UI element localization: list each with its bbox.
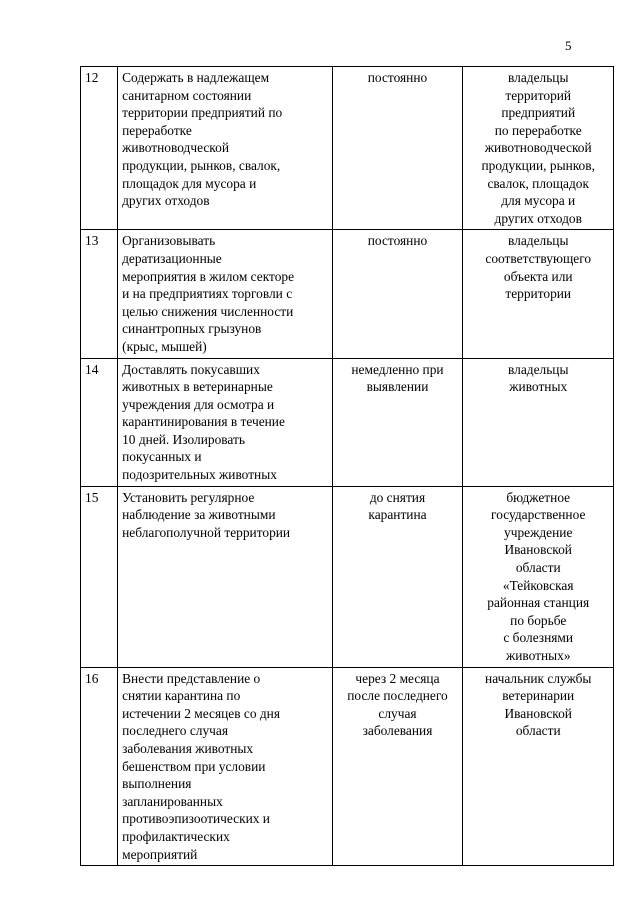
responsible-line: начальник службы	[485, 670, 592, 686]
responsible-line: районная станция	[487, 595, 590, 611]
responsible-line: владельцы	[507, 361, 569, 377]
responsible-line: области	[515, 560, 561, 576]
responsible-line: области	[515, 723, 561, 739]
responsible-line: территорий	[505, 87, 572, 103]
table-row	[81, 486, 614, 667]
task-line: выполнения	[122, 776, 192, 792]
term-line: немедленно при	[351, 361, 444, 377]
task-line: площадок для мусора и	[122, 175, 257, 191]
task-line: Доставлять покусавших	[122, 361, 260, 377]
task-line: мероприятий	[122, 846, 198, 862]
table-row	[81, 667, 614, 866]
term-line: заболевания	[362, 723, 433, 739]
task-line: противоэпизоотических и	[122, 811, 270, 827]
responsible-line: животных»	[505, 648, 571, 663]
task-cell	[118, 667, 332, 866]
responsible-line: «Тейковская	[502, 577, 574, 593]
responsible-line: владельцы	[507, 233, 569, 249]
task-line: бешенством при условии	[122, 758, 266, 774]
task-line: продукции, рынков, свалок,	[122, 157, 281, 173]
term-line: выявлении	[366, 379, 429, 395]
row-number: 13	[81, 230, 118, 358]
term-line: случая	[378, 705, 417, 721]
task-cell	[118, 67, 332, 230]
term-line: постоянно	[367, 70, 428, 85]
responsible-line: для мусора и	[501, 193, 576, 209]
task-line: и на предприятиях торговли с	[122, 286, 293, 302]
task-line: мероприятия в жилом секторе	[122, 268, 295, 284]
task-line: неблагополучной территории	[122, 524, 291, 540]
task-line: целью снижения численности	[122, 303, 294, 319]
row-number: 15	[81, 486, 118, 667]
task-line: Организовывать	[122, 233, 216, 249]
task-line: профилактических	[122, 828, 230, 844]
responsible-line: предприятий	[501, 105, 576, 121]
table-row	[81, 358, 614, 486]
task-line: покусанных и	[122, 449, 202, 465]
measures-table	[80, 66, 614, 866]
responsible-cell	[463, 358, 614, 486]
row-number: 14	[81, 358, 118, 486]
task-line: подозрительных животных	[122, 467, 277, 483]
task-line: синантропных грызунов	[122, 321, 262, 337]
term-cell	[332, 230, 463, 358]
responsible-line: продукции, рынков,	[481, 157, 595, 173]
term-cell	[332, 486, 463, 667]
term-line: постоянно	[367, 233, 428, 249]
responsible-line: территории	[505, 286, 572, 302]
task-line: животных в ветеринарные	[122, 379, 273, 395]
term-line: через 2 месяца	[355, 670, 440, 686]
task-line: дератизационные	[122, 250, 222, 266]
task-line: переработке	[122, 122, 192, 138]
task-line: (крыс, мышей)	[122, 338, 207, 354]
term-cell	[332, 667, 463, 866]
page-number: 5	[565, 38, 572, 53]
responsible-line: учреждение	[504, 524, 573, 540]
term-line: после последнего	[347, 688, 448, 704]
responsible-line: с болезнями	[503, 630, 574, 646]
term-cell	[332, 358, 463, 486]
table-row	[81, 67, 614, 230]
row-number: 16	[81, 667, 118, 866]
responsible-cell	[463, 230, 614, 358]
responsible-line: Ивановской	[504, 542, 572, 558]
responsible-line: соответствующего	[485, 250, 592, 266]
responsible-line: животных	[509, 379, 568, 395]
task-line: территории предприятий по	[122, 105, 283, 121]
task-line: других отходов	[122, 193, 210, 209]
table-row	[81, 230, 614, 358]
task-cell	[118, 230, 332, 358]
responsible-line: бюджетное	[506, 489, 571, 505]
task-cell	[118, 358, 332, 486]
task-line: санитарном состоянии	[122, 87, 252, 103]
task-line: снятии карантина по	[122, 688, 241, 704]
responsible-line: владельцы	[507, 70, 569, 85]
responsible-line: ветеринарии	[502, 688, 575, 704]
task-line: последнего случая	[122, 723, 228, 739]
task-line: Внести представление о	[122, 670, 261, 686]
row-number: 12	[81, 67, 118, 230]
task-line: запланированных	[122, 793, 223, 809]
responsible-line: других отходов	[494, 210, 582, 226]
responsible-line: государственное	[491, 507, 586, 523]
task-line: учреждения для осмотра и	[122, 396, 275, 412]
task-line: истечении 2 месяцев со дня	[122, 705, 281, 721]
term-line: карантина	[368, 507, 427, 523]
task-line: животноводческой	[122, 140, 229, 156]
task-line: Установить регулярное	[122, 489, 255, 505]
responsible-cell	[463, 67, 614, 230]
responsible-cell	[463, 486, 614, 667]
responsible-line: Ивановской	[504, 705, 572, 721]
task-line: наблюдение за животными	[122, 507, 276, 523]
responsible-line: свалок, площадок	[487, 175, 589, 191]
responsible-line: по переработке	[494, 122, 582, 138]
responsible-cell	[463, 667, 614, 866]
task-line: Содержать в надлежащем	[122, 70, 270, 85]
term-line: до снятия	[369, 489, 426, 505]
responsible-line: животноводческой	[484, 140, 592, 156]
task-line: 10 дней. Изолировать	[122, 431, 245, 447]
term-cell	[332, 67, 463, 230]
responsible-line: объекта или	[503, 268, 573, 284]
task-line: карантинирования в течение	[122, 414, 285, 430]
responsible-line: по борьбе	[510, 612, 567, 628]
task-cell	[118, 486, 332, 667]
task-line: заболевания животных	[122, 740, 254, 756]
